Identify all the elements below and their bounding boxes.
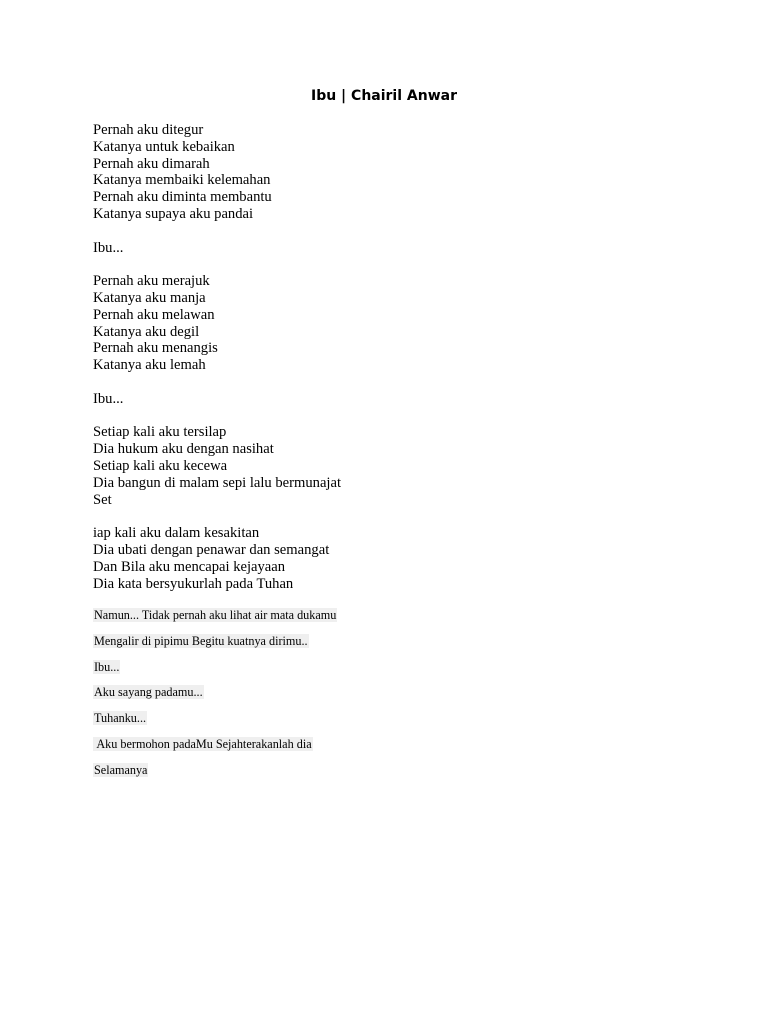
poem-body bbox=[93, 122, 341, 609]
poem-line: Dia hukum aku dengan nasihat bbox=[93, 441, 274, 458]
closing-line-text: Selamanya bbox=[94, 762, 148, 777]
poem-line: Katanya supaya aku pandai bbox=[93, 205, 254, 222]
poem-line: Pernah aku menangis bbox=[93, 340, 218, 357]
stanza bbox=[93, 525, 341, 592]
poem-line: Pernah aku ditegur bbox=[93, 122, 204, 138]
poem-line: Dia kata bersyukurlah pada Tuhan bbox=[93, 575, 294, 592]
closing-line bbox=[93, 684, 337, 710]
closing-line-text: Tuhanku... bbox=[94, 711, 147, 726]
stanza bbox=[93, 391, 341, 408]
poem-line: Pernah aku diminta membantu bbox=[93, 189, 272, 206]
closing-line bbox=[93, 762, 337, 788]
closing-line bbox=[93, 633, 337, 659]
poem-line: Katanya membaiki kelemahan bbox=[93, 172, 271, 189]
poem-line: Katanya aku lemah bbox=[93, 357, 206, 374]
poem-line: Ibu... bbox=[93, 390, 124, 407]
stanza bbox=[93, 273, 341, 374]
stanza bbox=[93, 424, 341, 508]
closing-line bbox=[93, 607, 337, 633]
poem-line: Katanya aku manja bbox=[93, 289, 206, 306]
poem-line: Setiap kali aku tersilap bbox=[93, 424, 227, 441]
poem-line: Dia bangun di malam sepi lalu bermunajat bbox=[93, 474, 342, 491]
poem-line: Pernah aku merajuk bbox=[93, 273, 210, 290]
closing-section bbox=[93, 607, 337, 788]
poem-line: Katanya aku degil bbox=[93, 323, 200, 340]
closing-line-text: Namun... Tidak pernah aku lihat air mata dukamu bbox=[94, 608, 337, 622]
closing-line-text: Ibu... bbox=[94, 659, 120, 674]
closing-line bbox=[93, 659, 337, 685]
poem-title: Ibu | Chairil Anwar bbox=[310, 88, 457, 104]
closing-line-text: Aku bermohon padaMu Sejahterakanlah dia bbox=[94, 736, 312, 751]
poem-line: Pernah aku melawan bbox=[93, 306, 215, 323]
stanza bbox=[93, 240, 341, 257]
closing-line-text: Aku sayang padamu... bbox=[94, 685, 203, 700]
poem-line: Pernah aku dimarah bbox=[93, 155, 210, 172]
stanza bbox=[93, 122, 341, 223]
closing-line-text: Mengalir di pipimu Begitu kuatnya dirimu.. bbox=[94, 633, 308, 648]
poem-line: Dia ubati dengan penawar dan semangat bbox=[93, 541, 330, 558]
poem-line: Katanya untuk kebaikan bbox=[93, 138, 235, 155]
poem-line: iap kali aku dalam kesakitan bbox=[93, 525, 260, 542]
closing-line bbox=[93, 710, 337, 736]
poem-line: Ibu... bbox=[93, 239, 124, 256]
closing-line bbox=[93, 736, 337, 762]
poem-line: Setiap kali aku kecewa bbox=[93, 457, 228, 474]
poem-line: Set bbox=[93, 491, 112, 508]
poem-line: Dan Bila aku mencapai kejayaan bbox=[93, 558, 286, 575]
